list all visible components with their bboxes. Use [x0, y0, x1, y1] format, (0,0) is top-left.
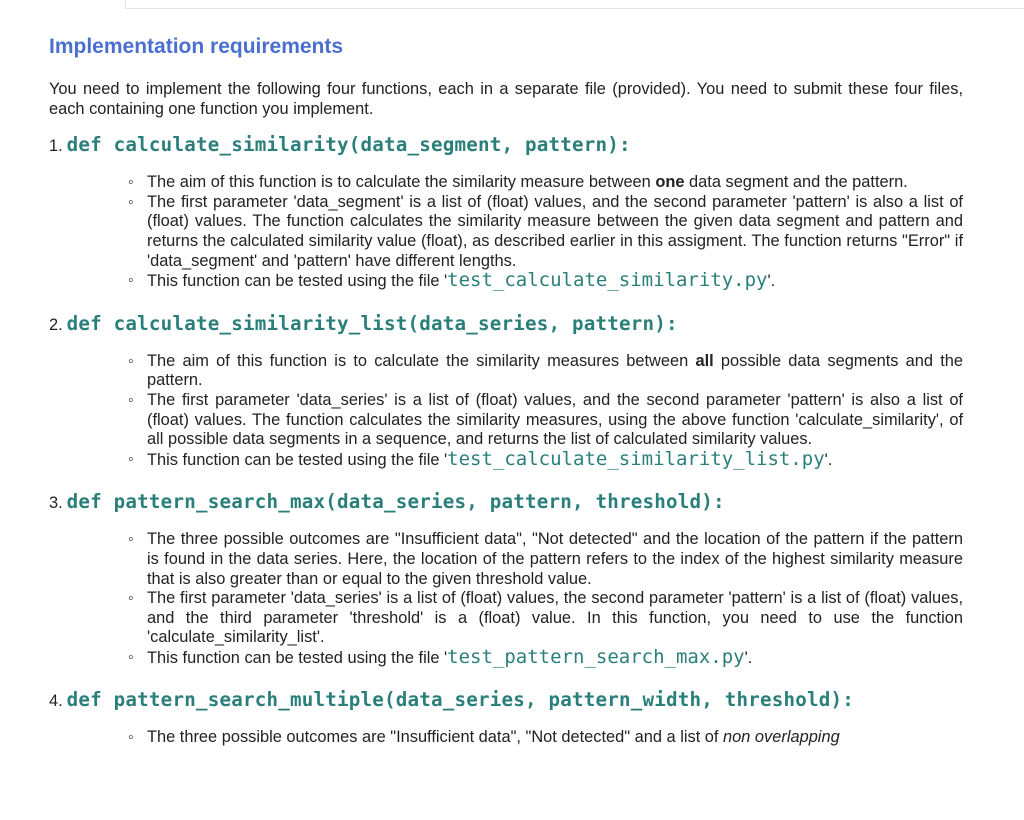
- document-content: [49, 34, 963, 748]
- function-list: [49, 133, 963, 748]
- bullet-item: [128, 589, 963, 648]
- bullet-item: [128, 269, 963, 292]
- bullet-item: [128, 173, 963, 193]
- function-bullets: [49, 352, 963, 471]
- bullet-text: '.: [824, 450, 833, 469]
- function-number: 1.: [49, 137, 63, 156]
- bullet-circle-icon: ◦: [128, 391, 134, 409]
- bullet-item: [128, 645, 963, 669]
- bullet-text: The first parameter 'data_series' is a list of (float) values, and the second parameter 'pattern' is also a list of (float) values. The function calculates the similarity measures, using the above function 'calculate_similarity', of all possible data segments in a sequence, and returns the list of calculated similarity values.: [147, 390, 963, 449]
- function-signature: def calculate_similarity_list(data_series, pattern):: [66, 311, 678, 335]
- test-file-name: test_calculate_similarity.py: [447, 269, 768, 292]
- bullet-text: The three possible outcomes are "Insufficient data", "Not detected" and a list of: [147, 728, 724, 747]
- function-item-2: [49, 312, 963, 471]
- top-frame-border: [125, 0, 1024, 9]
- bullet-circle-icon: ◦: [128, 450, 134, 468]
- bullet-text: This function can be tested using the file ': [147, 648, 448, 667]
- bullet-circle-icon: ◦: [128, 648, 134, 666]
- function-header: [49, 688, 963, 714]
- bullet-item: [128, 447, 963, 471]
- function-item-4: [49, 688, 963, 748]
- function-signature: def pattern_search_max(data_series, pattern, threshold):: [66, 490, 725, 514]
- bullet-circle-icon: ◦: [128, 193, 134, 211]
- function-number: 3.: [49, 494, 63, 513]
- function-signature: def calculate_similarity(data_segment, pattern):: [66, 133, 631, 157]
- bullet-text: The aim of this function is to calculate the similarity measures between: [147, 351, 696, 370]
- bullet-text: The first parameter 'data_series' is a list of (float) values, the second parameter 'pattern' is a list of (float) values, and the third parameter 'threshold' is a (float) value. In this function, you need to use the function 'calculate_similarity_list'.: [147, 589, 963, 647]
- bullet-circle-icon: ◦: [128, 174, 134, 192]
- bullet-circle-icon: ◦: [128, 272, 134, 290]
- bullet-text: '.: [767, 272, 776, 291]
- bullet-text: This function can be tested using the file ': [147, 450, 448, 469]
- function-header: [49, 312, 963, 338]
- bullet-bold-text: one: [655, 173, 685, 192]
- function-bullets: [49, 728, 963, 748]
- section-heading: Implementation requirements: [49, 35, 344, 58]
- bullet-text: The first parameter 'data_segment' is a list of (float) values, and the second parameter 'pattern' is also a list of (float) values. The function calculates the similarity measure between the given data segment and pattern and returns the calculated similarity value (float), as described earlier in this assigment. The function returns "Error" if 'data_segment' and 'pattern' have different lengths.: [147, 192, 963, 270]
- bullet-bold-text: all: [695, 351, 714, 370]
- intro-paragraph: You need to implement the following four functions, each in a separate file (provided). You need to submit these four files, each containing one function you implement.: [49, 80, 963, 118]
- function-item-1: [49, 133, 963, 292]
- test-file-name: test_calculate_similarity_list.py: [447, 447, 825, 470]
- bullet-text: The three possible outcomes are "Insufficient data", "Not detected" and the location of the pattern if the pattern is found in the data series. Here, the location of the pattern refers to the index of the highest similarity measure that is also greater than or equal to the given threshold value.: [147, 530, 963, 588]
- function-signature: def pattern_search_multiple(data_series, pattern_width, threshold):: [66, 688, 855, 712]
- function-number: 4.: [49, 692, 63, 711]
- bullet-text: The aim of this function is to calculate the similarity measure between: [147, 173, 656, 192]
- function-bullets: [49, 173, 963, 292]
- bullet-item: [128, 728, 963, 748]
- bullet-text: This function can be tested using the file ': [147, 272, 448, 291]
- bullet-circle-icon: ◦: [128, 729, 134, 747]
- bullet-item: [128, 390, 963, 450]
- bullet-item: [128, 530, 963, 589]
- bullet-text: data segment and the pattern.: [684, 173, 908, 192]
- bullet-text: possible data segments and the pattern.: [147, 351, 964, 390]
- bullet-item: [128, 192, 963, 271]
- function-item-3: [49, 490, 963, 668]
- bullet-circle-icon: ◦: [128, 531, 134, 549]
- function-header: [49, 490, 963, 516]
- test-file-name: test_pattern_search_max.py: [447, 645, 745, 668]
- bullet-circle-icon: ◦: [128, 352, 134, 370]
- bullet-circle-icon: ◦: [128, 590, 134, 608]
- bullet-text: '.: [744, 648, 753, 667]
- bullet-item: [128, 351, 964, 391]
- function-number: 2.: [49, 315, 63, 334]
- function-header: [49, 133, 963, 159]
- bullet-italic-text: non overlapping: [723, 728, 840, 747]
- function-bullets: [49, 530, 963, 668]
